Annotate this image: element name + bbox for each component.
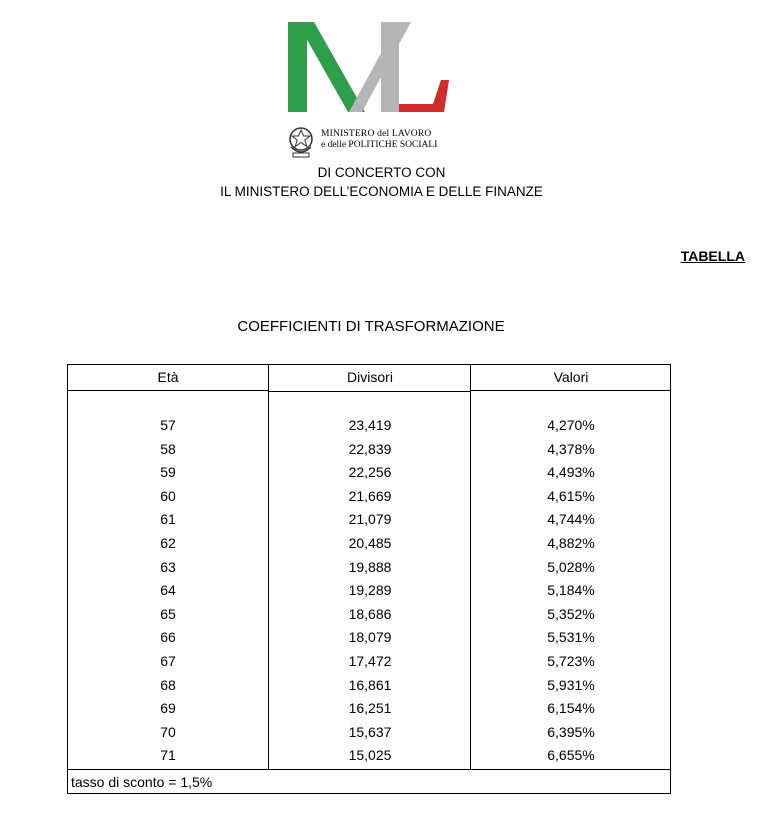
header-row-line <box>67 390 269 391</box>
table-cell-divisori: 18,079 <box>348 629 392 646</box>
table-cell-eta: 64 <box>160 582 176 599</box>
table-cell-eta: 59 <box>160 464 176 481</box>
table-cell-valori: 6,154% <box>547 700 595 717</box>
table-cell-valori: 4,744% <box>547 511 595 528</box>
table-cell-divisori: 16,251 <box>348 700 392 717</box>
table-cell-valori: 6,655% <box>547 747 595 764</box>
table-cell-valori: 4,615% <box>547 487 595 504</box>
ministry-block <box>287 125 487 161</box>
tabella-label: TABELLA <box>680 248 745 264</box>
ml-logo-icon <box>283 18 453 118</box>
table-cell-eta: 66 <box>160 629 176 646</box>
table-cell-divisori: 15,637 <box>348 723 392 740</box>
table-cell-eta: 69 <box>160 700 176 717</box>
table-cell-eta: 60 <box>160 487 176 504</box>
table-cell-divisori: 17,472 <box>348 653 392 669</box>
page-title: COEFFICIENTI DI TRASFORMAZIONE <box>237 318 505 335</box>
table-cell-eta: 70 <box>160 723 176 740</box>
concert-line2: IL MINISTERO DELL’ECONOMIA E DELLE FINANZE <box>220 184 543 199</box>
italian-republic-emblem-icon <box>287 125 315 159</box>
discount-rate-note: tasso di sconto = 1,5% <box>71 774 213 790</box>
header-divisori: Divisori <box>347 369 393 385</box>
table-cell-valori: 4,493% <box>547 464 595 481</box>
table-cell-divisori: 15,025 <box>348 747 392 764</box>
table-cell-divisori: 22,256 <box>348 464 392 481</box>
table-cell-eta: 61 <box>160 511 176 528</box>
table-cell-valori: 5,184% <box>547 582 595 599</box>
table-cell-valori: 5,028% <box>547 558 595 575</box>
table-cell-divisori: 21,079 <box>348 511 392 528</box>
table-cell-eta: 68 <box>160 676 176 693</box>
concert-line1: DI CONCERTO CON <box>317 165 446 180</box>
table-cell-divisori: 19,888 <box>348 558 392 575</box>
table-cell-valori: 6,395% <box>547 723 595 740</box>
table-cell-valori: 4,882% <box>547 535 595 551</box>
table-cell-valori: 5,931% <box>547 676 595 693</box>
table-cell-eta: 58 <box>160 440 176 457</box>
concert-heading <box>0 163 763 201</box>
table-cell-valori: 5,352% <box>547 605 595 622</box>
table-cell-valori: 5,531% <box>547 629 595 646</box>
ministry-name-line1: MINISTERO del LAVORO <box>321 129 432 139</box>
table-cell-divisori: 22,839 <box>348 440 392 457</box>
table-cell-valori: 4,270% <box>547 417 595 433</box>
table-cell-divisori: 18,686 <box>348 605 392 622</box>
table-cell-divisori: 16,861 <box>348 676 392 693</box>
table-cell-divisori: 19,289 <box>348 582 392 599</box>
table-cell-eta: 63 <box>160 558 176 575</box>
table-cell-eta: 57 <box>160 417 176 433</box>
table-cell-eta: 65 <box>160 605 176 622</box>
table-cell-eta: 67 <box>160 653 176 669</box>
header-valori: Valori <box>553 369 589 385</box>
ministry-name-line2: e delle POLITICHE SOCIALI <box>321 140 438 150</box>
header-eta: Età <box>157 369 179 385</box>
table-cell-divisori: 20,485 <box>348 535 392 551</box>
table-cell-divisori: 23,419 <box>348 417 392 433</box>
table-cell-eta: 62 <box>160 535 176 551</box>
table-cell-eta: 71 <box>160 747 176 764</box>
header-row-line-right <box>470 390 671 391</box>
table-cell-divisori: 21,669 <box>348 487 392 504</box>
table-cell-valori: 5,723% <box>547 653 595 669</box>
table-cell-valori: 4,378% <box>547 440 595 457</box>
